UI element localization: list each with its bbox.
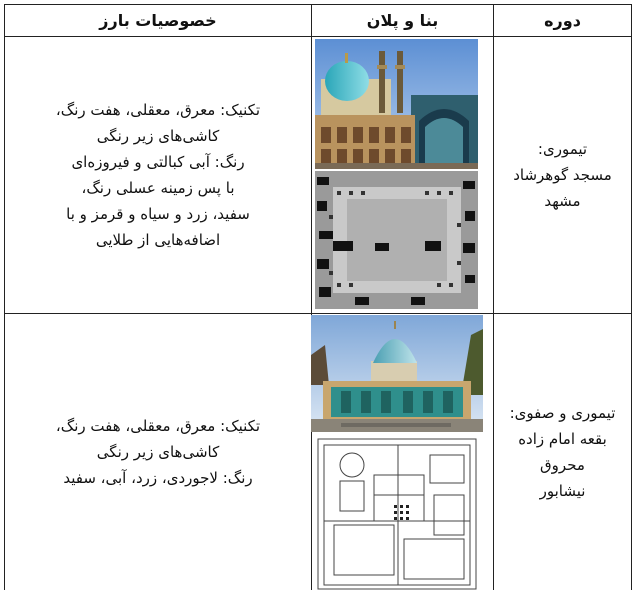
mahrough-shrine-photo xyxy=(311,315,483,432)
header-building: بنا و پلان xyxy=(366,11,439,30)
goharshad-plan-image xyxy=(315,171,478,309)
table-border-right xyxy=(631,4,632,590)
row1-period: تیموری: مسجد گوهرشاد مشهد xyxy=(513,140,612,210)
goharshad-mosque-photo xyxy=(315,39,478,169)
row2-period: تیموری و صفوی: بقعه امام زاده محروق نیشابور xyxy=(509,404,616,500)
row2-features: تکنیک: معرق، معقلی، هفت رنگ، کاشی‌های زیر رنگی رنگ: لاجوردی، زرد، آبی، سفید xyxy=(55,417,261,487)
header-features: خصوصیات بارز xyxy=(99,11,217,30)
row1-features: تکنیک: معرق، معقلی، هفت رنگ، کاشی‌های زیر رنگی رنگ: آبی کبالتی و فیروزه‌ای با پس زمینه عسلی رنگ، سفید، زرد و سیاه و قرمز و با اضافه‌هایی از طلایی xyxy=(55,101,261,249)
header-period: دوره xyxy=(544,11,581,30)
mahrough-plan-image xyxy=(314,435,480,590)
column-divider-1 xyxy=(311,4,312,590)
